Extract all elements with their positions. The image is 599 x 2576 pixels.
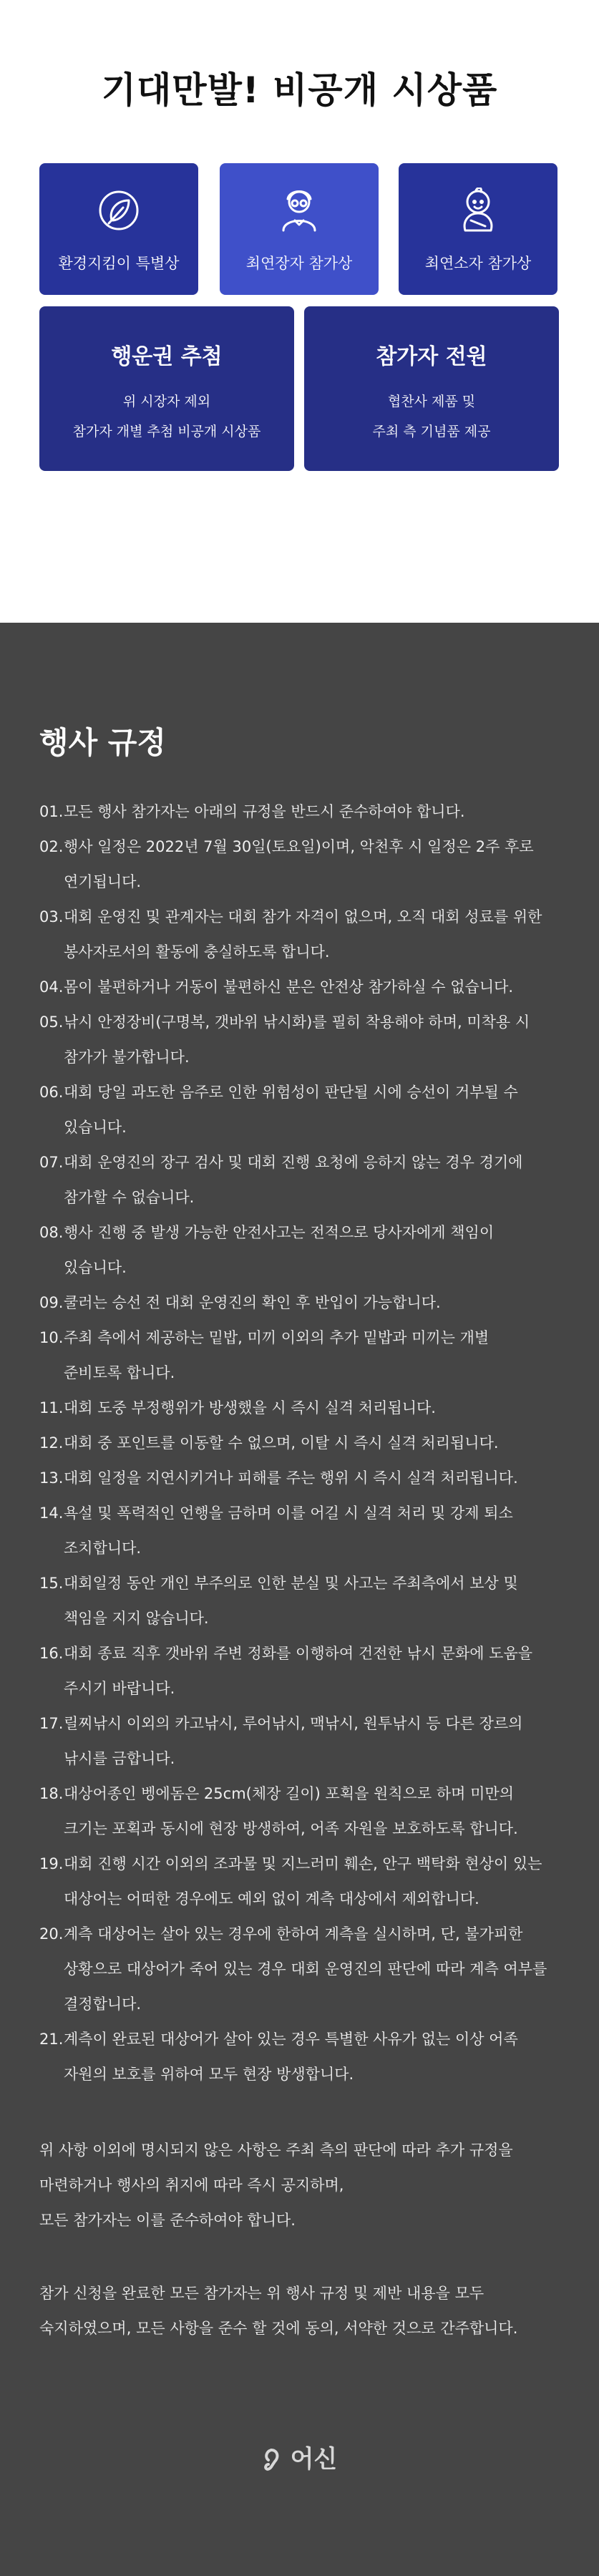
note-line: 마련하거나 행사의 취지에 따라 즉시 공지하며,	[39, 2177, 344, 2194]
rule-item-line	[39, 1426, 569, 1461]
rule-item-line	[39, 1812, 569, 1847]
rule-item-line	[39, 1671, 569, 1706]
rule-number: 02.	[39, 838, 64, 855]
rule-text: 대상어종인 벵에돔은 25cm(체장 길이) 포획을 원칙으로 하며 미만의	[64, 1785, 514, 1802]
rule-item-line	[39, 1706, 569, 1741]
rule-text: 행사 진행 중 발생 가능한 안전사고는 전적으로 당사자에게 책임이	[64, 1224, 495, 1241]
rule-item-line	[39, 935, 569, 970]
award-card-eldest	[220, 163, 379, 295]
award-desc: 위 시장자 제외	[122, 394, 211, 409]
rule-number: 03.	[39, 908, 64, 925]
rule-text: 낚시를 금합니다.	[64, 1750, 175, 1767]
rule-text: 대회일정 동안 개인 부주의로 인한 분실 및 사고는 주최측에서 보상 및	[64, 1575, 518, 1592]
rule-item-line	[39, 1145, 569, 1180]
rule-item-line	[39, 1075, 569, 1110]
rule-text: 릴찌낚시 이외의 카고낚시, 루어낚시, 맥낚시, 원투낚시 등 다른 장르의	[64, 1715, 523, 1732]
rule-number: 20.	[39, 1925, 64, 1943]
elder-person-icon	[220, 188, 379, 233]
rule-text: 대회 일정을 지연시키거나 피해를 주는 행위 시 즉시 실격 처리됩니다.	[64, 1469, 518, 1487]
rule-item-line	[39, 970, 569, 1005]
rule-text: 대회 운영진 및 관계자는 대회 참가 자격이 없으며, 오직 대회 성료를 위한	[64, 908, 542, 925]
rule-item-line	[39, 794, 569, 830]
rule-text: 결정합니다.	[64, 1996, 142, 2013]
award-card-youngest	[399, 163, 557, 295]
rule-item-line	[39, 1005, 569, 1040]
award-desc: 주최 측 기념품 제공	[372, 424, 491, 439]
award-title: 참가자 전원	[376, 344, 487, 369]
rule-text: 행사 일정은 2022년 7월 30일(토요일)이며, 악천후 시 일정은 2주 후로	[64, 838, 534, 855]
rule-item-line	[39, 1601, 569, 1636]
award-title: 행운권 추첨	[111, 344, 223, 369]
rule-number: 21.	[39, 2031, 64, 2048]
rule-number: 11.	[39, 1399, 64, 1416]
note-line: 참가 신청을 완료한 모든 참가자는 위 행사 규정 및 제반 내용을 모두	[39, 2285, 484, 2302]
rule-item-line	[39, 1321, 569, 1356]
rule-item-line	[39, 830, 569, 865]
rule-item-line	[39, 1566, 569, 1601]
rule-item-line	[39, 1952, 569, 1987]
rule-text: 대회 중 포인트를 이동할 수 없으며, 이탈 시 즉시 실격 처리됩니다.	[64, 1434, 499, 1452]
rule-number: 08.	[39, 1224, 64, 1241]
rule-text: 크기는 포획과 동시에 현장 방생하여, 어족 자원을 보호하도록 합니다.	[64, 1820, 518, 1837]
rule-text: 준비토록 합니다.	[64, 1364, 175, 1381]
rule-text: 욕설 및 폭력적인 언행을 금하며 이를 어길 시 실격 처리 및 강제 퇴소	[64, 1505, 513, 1522]
rule-text: 계측이 완료된 대상어가 살아 있는 경우 특별한 사유가 없는 이상 어족	[64, 2031, 518, 2048]
rule-item-line	[39, 1356, 569, 1391]
award-label: 환경지킴이 특별상	[58, 255, 180, 272]
rule-item-line	[39, 2022, 569, 2057]
rule-item-line	[39, 1917, 569, 1952]
rule-item-line	[39, 1285, 569, 1321]
rule-text: 주시기 바랍니다.	[64, 1680, 175, 1697]
rule-item-line	[39, 900, 569, 935]
rule-number: 07.	[39, 1154, 64, 1171]
rule-text: 있습니다.	[64, 1119, 127, 1136]
rules-note-additional	[39, 2133, 583, 2238]
rule-number: 16.	[39, 1645, 64, 1662]
rule-text: 계측 대상어는 살아 있는 경우에 한하여 계측을 실시하며, 단, 불가피한	[64, 1925, 523, 1943]
rule-item-line	[39, 1987, 569, 2022]
rule-number: 15.	[39, 1575, 64, 1592]
rule-number: 17.	[39, 1715, 64, 1732]
rule-text: 참가가 불가합니다.	[64, 1049, 190, 1066]
rule-text: 책임을 지지 않습니다.	[64, 1610, 209, 1627]
rule-text: 대회 종료 직후 갯바위 주변 정화를 이행하여 건전한 낚시 문화에 도움을	[64, 1645, 533, 1662]
award-card-eco	[39, 163, 198, 295]
rule-text: 주최 측에서 제공하는 밑밥, 미끼 이외의 추가 밑밥과 미끼는 개별	[64, 1329, 490, 1346]
rule-number: 12.	[39, 1434, 64, 1452]
rule-text: 연기됩니다.	[64, 873, 142, 890]
rule-text: 쿨러는 승선 전 대회 운영진의 확인 후 반입이 가능합니다.	[64, 1294, 441, 1311]
rule-text: 모든 행사 참가자는 아래의 규정을 반드시 준수하여야 합니다.	[64, 803, 465, 820]
award-card-all-participants	[304, 306, 559, 471]
rule-item-line	[39, 1110, 569, 1145]
rule-item-line	[39, 2057, 569, 2092]
rule-number: 13.	[39, 1469, 64, 1487]
rule-text: 대상어는 어떠한 경우에도 예외 없이 계측 대상에서 제외합니다.	[64, 1890, 479, 1907]
rule-text: 자원의 보호를 위하여 모두 현장 방생합니다.	[64, 2066, 354, 2083]
rule-item-line	[39, 1636, 569, 1671]
note-line: 모든 참가자는 이를 준수하여야 합니다.	[39, 2212, 296, 2229]
rule-number: 10.	[39, 1329, 64, 1346]
rule-text: 봉사자로서의 활동에 충실하도록 합니다.	[64, 943, 330, 961]
note-line: 숙지하였으며, 모든 사항을 준수 할 것에 동의, 서약한 것으로 간주합니다.	[39, 2320, 518, 2337]
rule-item-line	[39, 1250, 569, 1285]
baby-icon	[399, 188, 557, 233]
rule-text: 대회 진행 시간 이외의 조과물 및 지느러미 훼손, 안구 백탁화 현상이 있는	[64, 1855, 542, 1872]
rule-item-line	[39, 1496, 569, 1531]
rule-text: 상황으로 대상어가 죽어 있는 경우 대회 운영진의 판단에 따라 계측 여부를	[64, 1960, 547, 1978]
award-label: 최연소자 참가상	[424, 255, 532, 272]
rule-item-line	[39, 1180, 569, 1215]
award-desc: 참가자 개별 추첨 비공개 시상품	[72, 424, 261, 439]
rule-text: 낚시 안정장비(구명복, 갯바위 낚시화)를 필히 착용해야 하며, 미착용 시	[64, 1014, 530, 1031]
rules-list	[39, 794, 569, 2092]
rule-number: 06.	[39, 1084, 64, 1101]
fish-hook-logo-icon	[262, 2449, 281, 2473]
award-label: 최연장자 참가상	[245, 255, 353, 272]
rule-text: 대회 운영진의 장구 검사 및 대회 진행 요청에 응하지 않는 경우 경기에	[64, 1154, 523, 1171]
rules-section	[0, 623, 599, 2576]
awards-title: 기대만발! 비공개 시상품	[101, 69, 498, 111]
rule-item-line	[39, 1847, 569, 1882]
rule-number: 14.	[39, 1505, 64, 1522]
rule-text: 대회 도중 부정행위가 방생했을 시 즉시 실격 처리됩니다.	[64, 1399, 436, 1416]
awards-section	[0, 0, 599, 623]
rule-item-line	[39, 1531, 569, 1566]
rule-text: 조치합니다.	[64, 1540, 142, 1557]
footer-logo	[0, 2439, 599, 2474]
rule-item-line	[39, 1215, 569, 1250]
rule-number: 05.	[39, 1014, 64, 1031]
rule-item-line	[39, 1391, 569, 1426]
rule-text: 대회 당일 과도한 음주로 인한 위험성이 판단될 시에 승선이 거부될 수	[64, 1084, 518, 1101]
rules-title: 행사 규정	[39, 725, 166, 760]
rule-text: 몸이 불편하거나 거동이 불편하신 분은 안전상 참가하실 수 없습니다.	[64, 978, 514, 996]
rule-text: 있습니다.	[64, 1259, 127, 1276]
logo-text: 어신	[290, 2445, 338, 2474]
rule-number: 01.	[39, 803, 64, 820]
award-desc: 협찬사 제품 및	[387, 394, 476, 409]
rules-note-agreement	[39, 2276, 583, 2346]
rule-item-line	[39, 865, 569, 900]
rule-number: 04.	[39, 978, 64, 996]
rule-number: 09.	[39, 1294, 64, 1311]
award-card-lucky-draw	[39, 306, 294, 471]
rule-item-line	[39, 1777, 569, 1812]
rule-item-line	[39, 1882, 569, 1917]
note-line: 위 사항 이외에 명시되지 않은 사항은 주최 측의 판단에 따라 추가 규정을	[39, 2142, 513, 2159]
leaf-icon	[39, 188, 198, 233]
rule-text: 참가할 수 없습니다.	[64, 1189, 195, 1206]
rule-number: 19.	[39, 1855, 64, 1872]
rule-item-line	[39, 1741, 569, 1777]
rule-item-line	[39, 1040, 569, 1075]
rule-number: 18.	[39, 1785, 64, 1802]
rule-item-line	[39, 1461, 569, 1496]
